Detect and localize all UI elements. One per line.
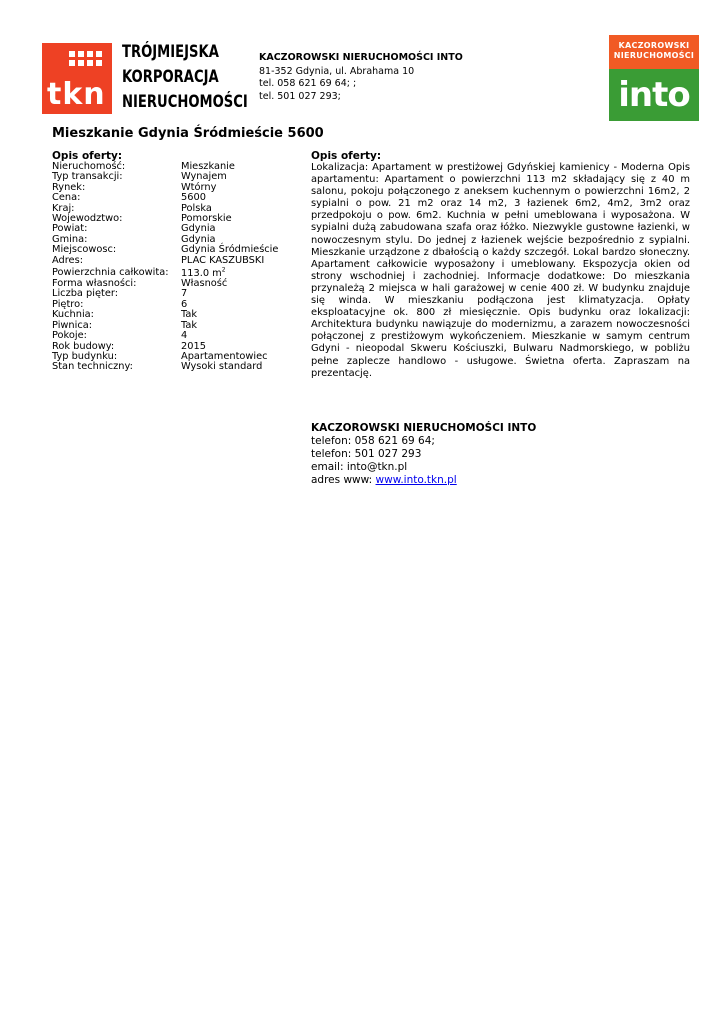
property-label: Cena: bbox=[52, 192, 81, 204]
property-row bbox=[52, 289, 297, 299]
property-row bbox=[52, 331, 297, 341]
logo-grid-icon bbox=[69, 51, 103, 69]
tkn-logo-line: NIERUCHOMOŚCI bbox=[122, 92, 248, 112]
tkn-logo-wordmark bbox=[122, 40, 248, 115]
property-value-text: Wtórny bbox=[181, 181, 217, 193]
property-row bbox=[52, 321, 297, 331]
property-row bbox=[52, 224, 297, 234]
property-label: Rok budowy: bbox=[52, 340, 115, 352]
property-label: Rynek: bbox=[52, 181, 86, 193]
property-value-text: Mieszkanie bbox=[181, 161, 235, 172]
property-label: Powiat: bbox=[52, 223, 88, 235]
property-row bbox=[52, 172, 297, 182]
property-row bbox=[52, 183, 297, 193]
into-logo-line: KACZOROWSKI bbox=[618, 41, 690, 50]
property-row bbox=[52, 214, 297, 224]
section-heading: Opis oferty: bbox=[311, 150, 382, 162]
contact-phone: telefon: 501 027 293 bbox=[311, 448, 422, 460]
property-value-text: Tak bbox=[181, 309, 198, 321]
offer-description bbox=[311, 150, 690, 380]
property-value bbox=[181, 362, 262, 372]
property-value-text: Pomorskie bbox=[181, 213, 232, 225]
agency-name: KACZOROWSKI NIERUCHOMOŚCI INTO bbox=[259, 52, 463, 63]
property-label: Nieruchomość: bbox=[52, 161, 126, 172]
into-logo-word: into bbox=[609, 69, 699, 121]
property-list bbox=[52, 162, 297, 373]
property-value-text: Wynajem bbox=[181, 171, 227, 183]
property-row bbox=[52, 362, 297, 372]
tkn-logo bbox=[42, 40, 248, 116]
unit-superscript: 2 bbox=[221, 266, 226, 274]
property-row bbox=[52, 193, 297, 203]
listing-title: Mieszkanie Gdynia Śródmieście 5600 bbox=[52, 126, 324, 141]
into-logo-line: NIERUCHOMOŚCI bbox=[613, 51, 695, 60]
property-value-text: Gdynia bbox=[181, 233, 216, 245]
property-label: Gmina: bbox=[52, 233, 88, 245]
property-value bbox=[181, 256, 264, 266]
tkn-logo-mark bbox=[42, 43, 112, 114]
property-label: Forma własności: bbox=[52, 278, 137, 290]
property-value-text: Apartamentowiec bbox=[181, 350, 268, 362]
property-value-text: 4 bbox=[181, 330, 188, 342]
property-value-text: Gdynia bbox=[181, 223, 216, 235]
tkn-logo-line: TRÓJMIEJSKA bbox=[122, 42, 219, 62]
contact-phone: telefon: 058 621 69 64; bbox=[311, 435, 435, 447]
contact-www-label: adres www: bbox=[311, 474, 376, 486]
property-value-text: 5600 bbox=[181, 192, 206, 204]
property-label: Powierzchnia całkowita: bbox=[52, 267, 169, 279]
property-label: Liczba pięter: bbox=[52, 288, 119, 300]
property-label: Typ budynku: bbox=[52, 350, 118, 362]
property-label: Piwnica: bbox=[52, 319, 93, 331]
property-label: Typ transakcji: bbox=[52, 171, 123, 183]
agency-address: 81-352 Gdynia, ul. Abrahama 10 bbox=[259, 65, 415, 77]
property-value-text: 113.0 m bbox=[181, 268, 222, 280]
into-logo-header bbox=[609, 35, 699, 69]
property-value bbox=[181, 279, 227, 289]
property-label: Kraj: bbox=[52, 202, 75, 214]
contact-email: email: into@tkn.pl bbox=[311, 461, 408, 473]
property-label: Wojewodztwo: bbox=[52, 213, 123, 225]
property-label: Miejscowosc: bbox=[52, 244, 117, 256]
property-label: Pokoje: bbox=[52, 330, 87, 342]
agency-info bbox=[259, 52, 463, 103]
property-value-text: Gdynia Śródmieście bbox=[181, 244, 279, 256]
property-details bbox=[52, 150, 297, 373]
property-value-text: 2015 bbox=[181, 340, 206, 352]
property-row bbox=[52, 256, 297, 266]
property-value-text: Polska bbox=[181, 202, 212, 214]
property-label: Kuchnia: bbox=[52, 309, 94, 321]
property-value-text: 7 bbox=[181, 288, 188, 300]
tkn-logo-text: tkn bbox=[47, 77, 106, 112]
tkn-logo-line: KORPORACJA bbox=[122, 67, 219, 87]
website-link[interactable]: www.into.tkn.pl bbox=[375, 474, 457, 486]
contact-agency-name: KACZOROWSKI NIERUCHOMOŚCI INTO bbox=[311, 422, 537, 434]
property-value-text: Wysoki standard bbox=[181, 361, 263, 373]
into-logo bbox=[609, 35, 699, 121]
property-value-text: Własność bbox=[181, 278, 228, 290]
property-label: Adres: bbox=[52, 254, 83, 266]
property-label: Piętro: bbox=[52, 298, 84, 310]
contact-block bbox=[311, 422, 536, 487]
contact-www bbox=[311, 474, 536, 487]
property-value-text: PLAC KASZUBSKI bbox=[181, 254, 265, 266]
description-text: Lokalizacja: Apartament w prestiżowej Gdyńskiej kamienicy - Moderna Opis apartamentu: Apartament o powierzchni 113 m2 składający się z 40 m salonu, pokoju połączonego z aneksem kuchennym o powierzchni 16m2, 2 sypialni o pow. 21 m2 oraz 14 m2, 3 łazienek 6m2, 4m2, 3m2 oraz przedpokoju o pow. 6m2. Kuchnia w pełni umeblowana i wyposażona. W sypialni dużą zabudowana szafa oraz łóżko. Niezwykle gustowne łazienki, w nowoczesnym stylu. Do jednej z łazienek wejście bezpośrednio z sypialni. Mieszkanie urządzone z dbałością o każdy szczegół. Lokal bardzo słoneczny. Apartament całkowicie wyposażony i umeblowany. Ekspozycja okien od strony wschodniej i zachodniej. Informacje dodatkowe: Do mieszkania przynależą 2 miejsca w hali garażowej w cenie 400 zł. W budynku znajduje się winda. W mieszkaniu podłączona jest klimatyzacja. Opłaty eksploatacyjne ok. 800 zł miesięcznie. Opis budynku oraz lokalizacji: Architektura budynku nawiązuje do modernizmu, a zarazem nowoczesności połączonej z prestiżowym wykończeniem. Mieszkanie w samym centrum Gdyni - nieopodal Skweru Kościuszki, Bulwaru Nadmorskiego, w pobliżu pełne zaplecze handlowo - usługowe. Świetna oferta. Zapraszam na prezentację. bbox=[311, 162, 690, 379]
agency-phone: tel. 501 027 293; bbox=[259, 90, 341, 102]
property-value-text: 6 bbox=[181, 298, 188, 310]
property-value-text: Tak bbox=[181, 319, 198, 331]
property-label: Stan techniczny: bbox=[52, 361, 133, 373]
agency-phone: tel. 058 621 69 64; ; bbox=[259, 78, 357, 89]
section-heading: Opis oferty: bbox=[52, 150, 123, 162]
